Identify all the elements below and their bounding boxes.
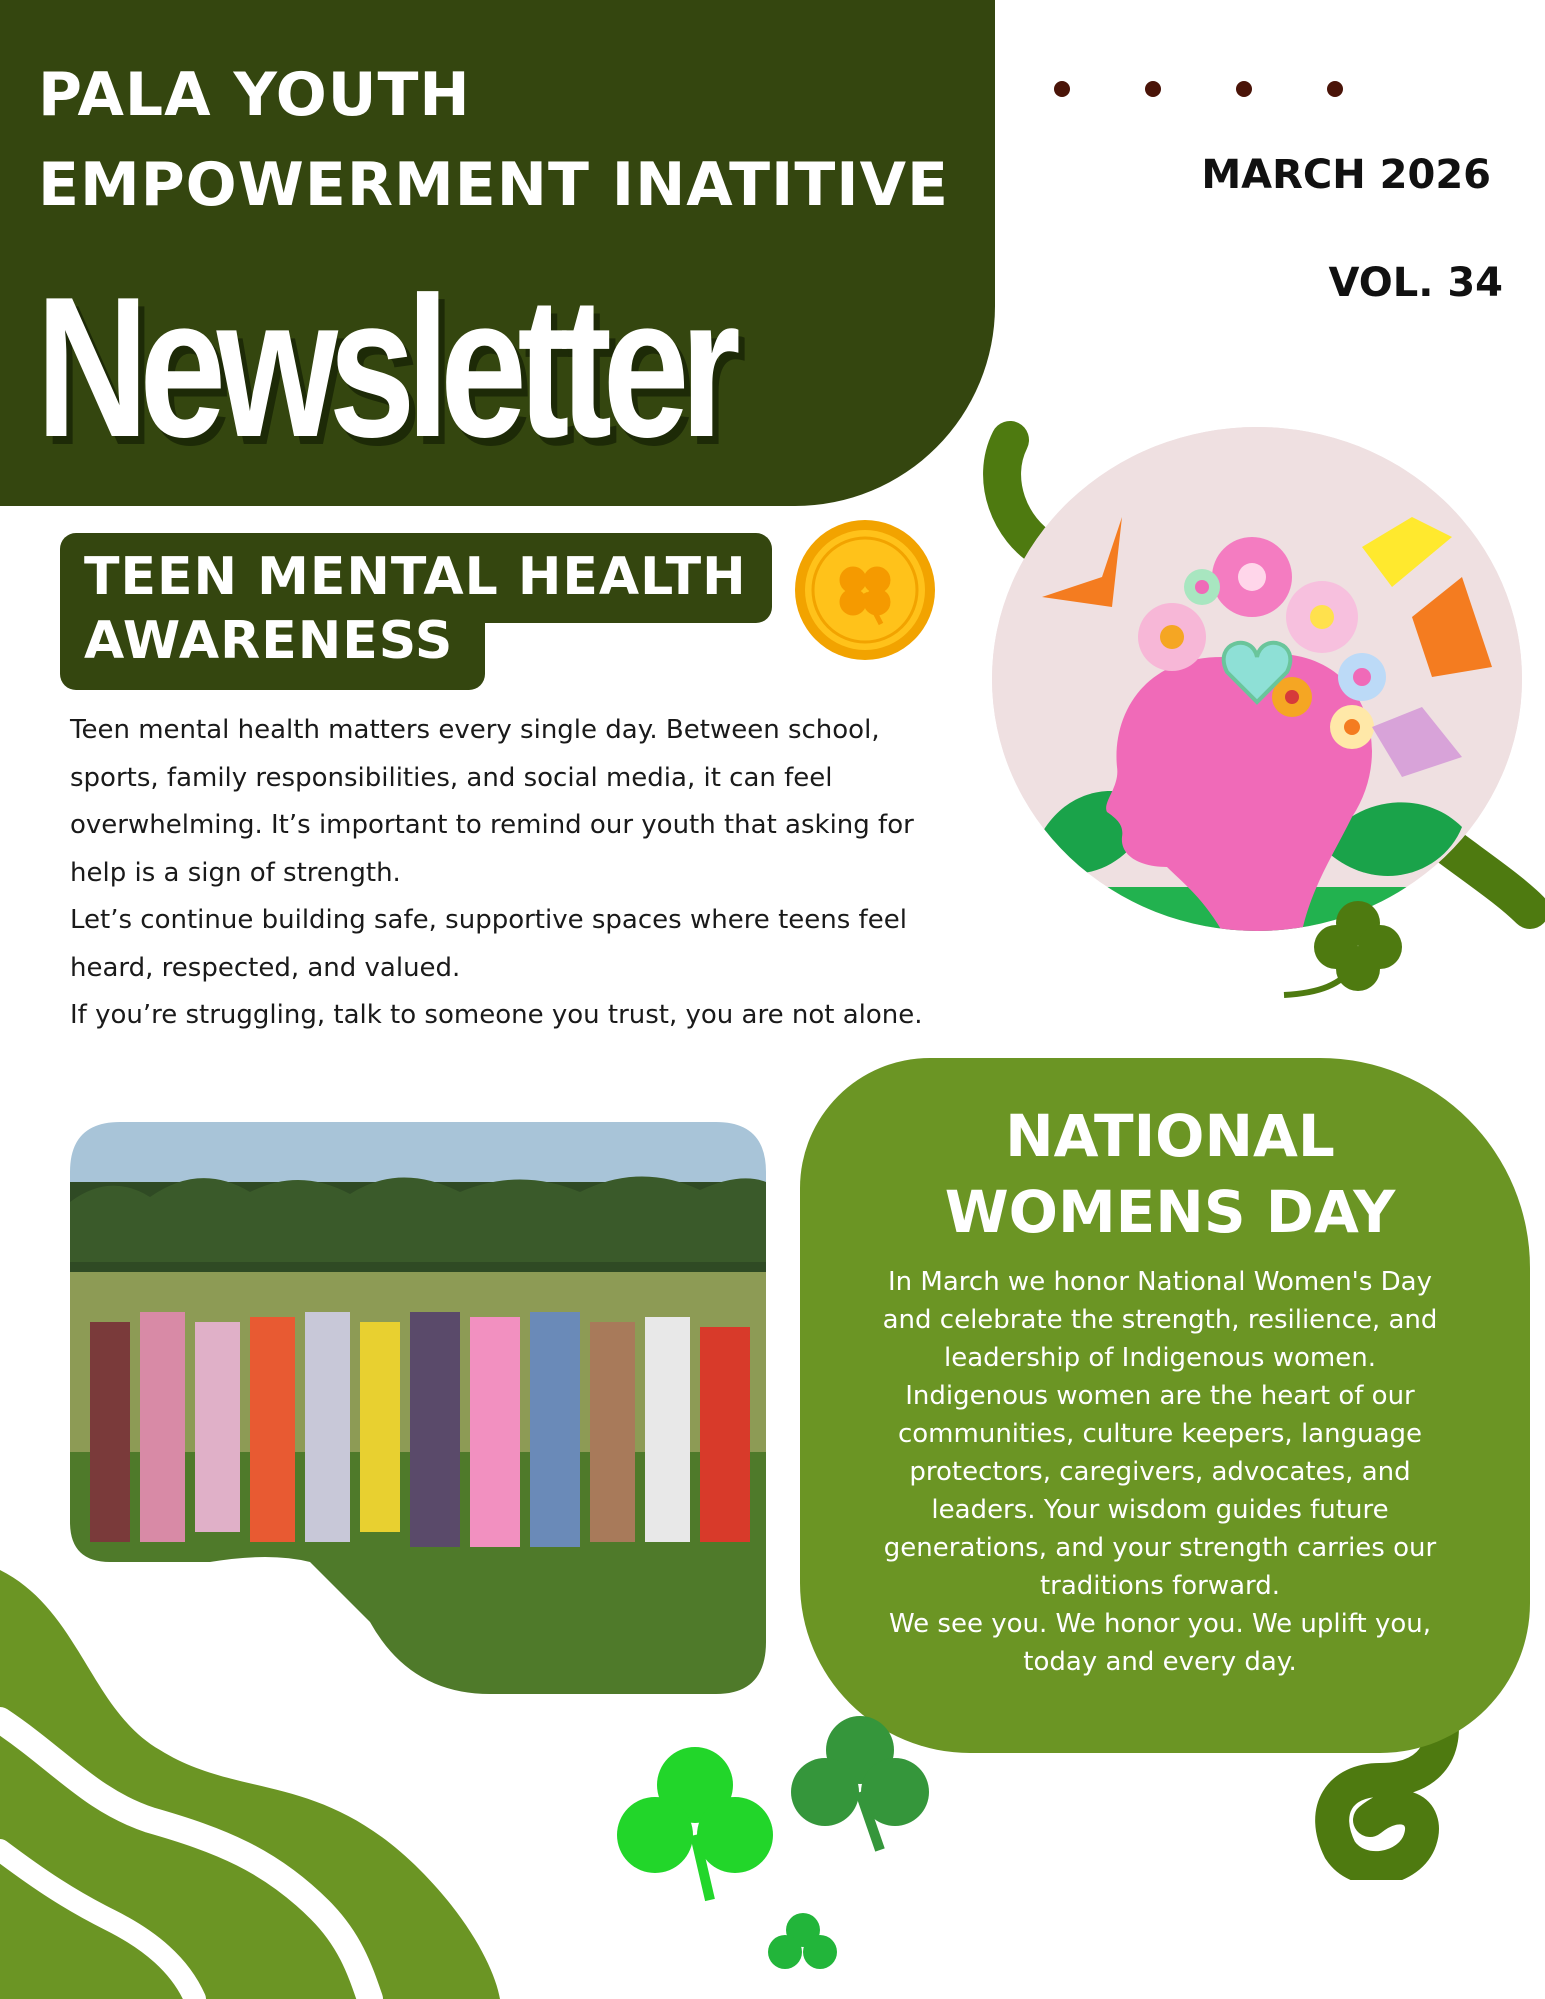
decorative-dot — [1145, 81, 1161, 97]
body-line: In March we honor National Women's Day — [888, 1267, 1432, 1297]
body-line: Let’s continue building safe, supportive spaces where teens feel — [70, 905, 907, 935]
decorative-dot — [1327, 81, 1343, 97]
women-group-photo — [70, 1122, 766, 1694]
body-line: heard, respected, and valued. — [70, 952, 461, 983]
decorative-dot — [1054, 81, 1070, 97]
body-line: traditions forward. — [1039, 1571, 1281, 1601]
shamrock-icon — [1280, 895, 1420, 1005]
body-line: leadership of Indigenous women. — [944, 1343, 1376, 1373]
body-line: We see you. We honor you. We uplift you, — [888, 1609, 1432, 1639]
womens-heading-line2: WOMENS DAY — [944, 1178, 1396, 1246]
body-line: today and every day. — [1023, 1647, 1297, 1677]
body-line: communities, culture keepers, language — [897, 1419, 1422, 1449]
shamrock-icon — [785, 1710, 935, 1860]
gold-coin-clover-icon — [793, 518, 937, 662]
body-line: If you’re struggling, talk to someone you trust, you are not alone. — [70, 1000, 923, 1030]
womens-heading-line1: NATIONAL — [1005, 1102, 1335, 1170]
organization-name — [38, 50, 998, 230]
newsletter-title: Newsletter — [36, 256, 732, 479]
womens-day-heading — [820, 1098, 1520, 1250]
teen-section-heading — [84, 545, 824, 673]
womens-day-body — [840, 1263, 1480, 1681]
teen-heading-line2: AWARENESS — [84, 611, 454, 671]
body-line: Teen mental health matters every single day. Between school, — [70, 715, 880, 745]
decorative-dot — [1236, 81, 1252, 97]
body-line: sports, family responsibilities, and social media, it can feel — [70, 762, 833, 793]
issue-date: MARCH 2026 — [1201, 152, 1491, 198]
org-name-line1: PALA YOUTH — [38, 60, 471, 130]
body-line: overwhelming. It’s important to remind our youth that asking for — [70, 810, 914, 840]
body-line: and celebrate the strength, resilience, and — [882, 1305, 1438, 1335]
org-name-line2: EMPOWERMENT INATITIVE — [38, 150, 950, 220]
body-line: generations, and your strength carries our — [883, 1533, 1437, 1563]
body-line: Indigenous women are the heart of our — [905, 1381, 1415, 1411]
shamrock-icon — [610, 1740, 780, 1910]
body-line: leaders. Your wisdom guides future — [931, 1495, 1389, 1525]
body-line: help is a sign of strength. — [70, 857, 401, 888]
body-line: protectors, caregivers, advocates, and — [909, 1457, 1411, 1487]
issue-volume: VOL. 34 — [1328, 260, 1503, 306]
mental-health-illustration — [992, 427, 1522, 931]
teen-heading-line1: TEEN MENTAL HEALTH — [84, 547, 747, 607]
teen-section-body — [70, 707, 990, 1040]
shamrock-icon — [765, 1910, 840, 1985]
